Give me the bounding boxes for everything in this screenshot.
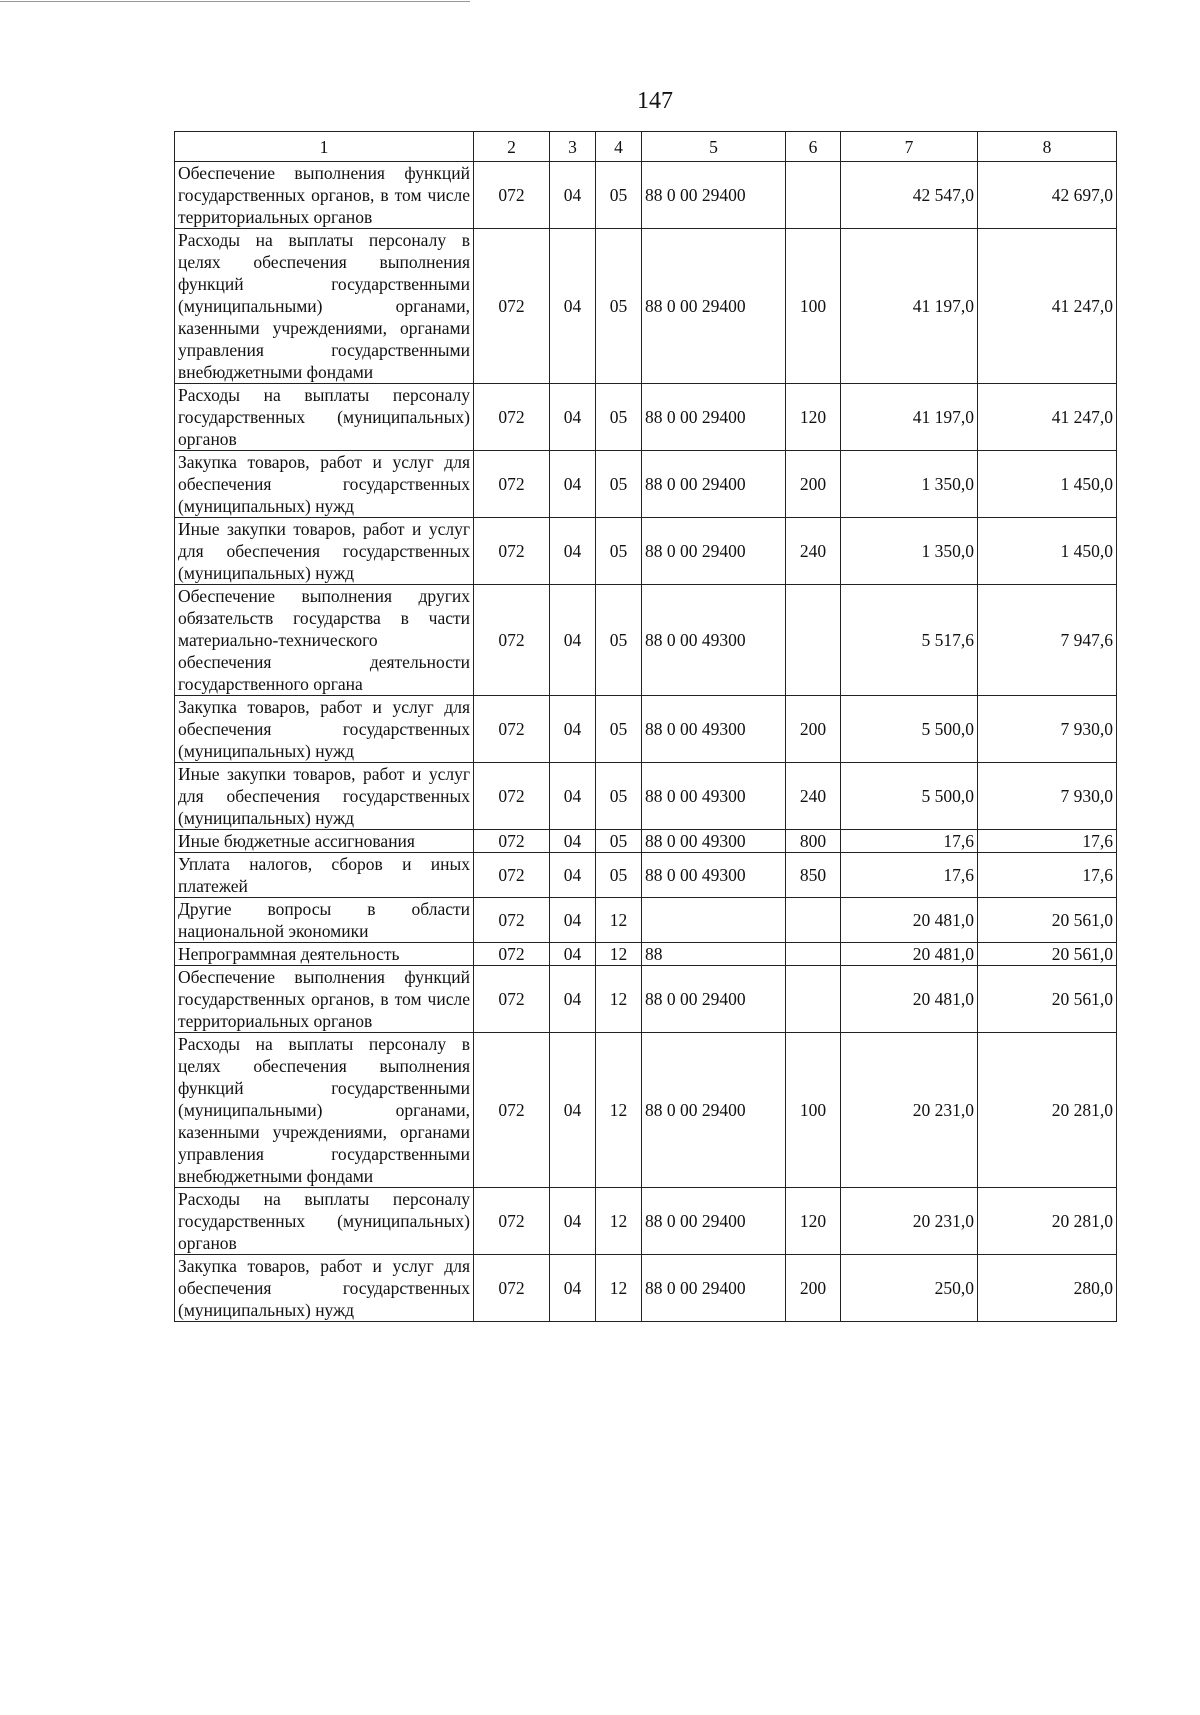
target-article-cell: 88 0 00 29400: [642, 1033, 786, 1188]
target-article-cell: 88 0 00 49300: [642, 830, 786, 853]
table-row: [175, 966, 1117, 1033]
expense-type-cell: 120: [786, 1188, 841, 1255]
row-name-cell: Расходы на выплаты персоналу в целях обеспечения выполнения функций государственными (муниципальными) органами, казенными учреждениями, органами управления государственными внебюджетными фондами: [175, 229, 474, 384]
row-name-cell: Иные бюджетные ассигнования: [175, 830, 474, 853]
target-article-cell: [642, 898, 786, 943]
section-code-cell: 04: [550, 966, 596, 1033]
amount-year1-cell: 20 481,0: [841, 898, 978, 943]
target-article-cell: 88 0 00 29400: [642, 1188, 786, 1255]
subsection-code-cell: 05: [596, 384, 642, 451]
target-article-cell: 88 0 00 49300: [642, 853, 786, 898]
table-row: [175, 585, 1117, 696]
target-article-cell: 88 0 00 29400: [642, 966, 786, 1033]
amount-year1-cell: 1 350,0: [841, 451, 978, 518]
section-code-cell: 04: [550, 162, 596, 229]
subsection-code-cell: 05: [596, 696, 642, 763]
expense-type-cell: 200: [786, 696, 841, 763]
section-code-cell: 04: [550, 585, 596, 696]
amount-year1-cell: 41 197,0: [841, 384, 978, 451]
row-name-cell: Иные закупки товаров, работ и услуг для обеспечения государственных (муниципальных) нужд: [175, 518, 474, 585]
amount-year2-cell: 1 450,0: [978, 451, 1117, 518]
header-cell: 3: [550, 132, 596, 162]
section-code-cell: 04: [550, 763, 596, 830]
section-code-cell: 04: [550, 943, 596, 966]
header-cell: 6: [786, 132, 841, 162]
amount-year1-cell: 20 481,0: [841, 943, 978, 966]
amount-year2-cell: 17,6: [978, 853, 1117, 898]
section-code-cell: 04: [550, 853, 596, 898]
amount-year2-cell: 20 281,0: [978, 1188, 1117, 1255]
expense-type-cell: 100: [786, 1033, 841, 1188]
budget-table: [174, 131, 1117, 1322]
subsection-code-cell: 05: [596, 853, 642, 898]
header-cell: 5: [642, 132, 786, 162]
table-row: [175, 853, 1117, 898]
amount-year2-cell: 20 561,0: [978, 966, 1117, 1033]
section-code-cell: 04: [550, 384, 596, 451]
table-row: [175, 384, 1117, 451]
subsection-code-cell: 12: [596, 1255, 642, 1322]
amount-year2-cell: 20 281,0: [978, 1033, 1117, 1188]
amount-year1-cell: 20 481,0: [841, 966, 978, 1033]
header-cell: 8: [978, 132, 1117, 162]
expense-type-cell: 100: [786, 229, 841, 384]
amount-year2-cell: 20 561,0: [978, 943, 1117, 966]
admin-code-cell: 072: [474, 1188, 550, 1255]
section-code-cell: 04: [550, 830, 596, 853]
header-cell: 7: [841, 132, 978, 162]
subsection-code-cell: 05: [596, 229, 642, 384]
table-row: [175, 1255, 1117, 1322]
subsection-code-cell: 12: [596, 966, 642, 1033]
table-row: [175, 451, 1117, 518]
header-cell: 4: [596, 132, 642, 162]
subsection-code-cell: 12: [596, 1188, 642, 1255]
expense-type-cell: [786, 966, 841, 1033]
expense-type-cell: 850: [786, 853, 841, 898]
amount-year2-cell: 7 947,6: [978, 585, 1117, 696]
row-name-cell: Закупка товаров, работ и услуг для обеспечения государственных (муниципальных) нужд: [175, 1255, 474, 1322]
table-row: [175, 1033, 1117, 1188]
section-code-cell: 04: [550, 518, 596, 585]
expense-type-cell: [786, 162, 841, 229]
target-article-cell: 88 0 00 29400: [642, 229, 786, 384]
amount-year2-cell: 20 561,0: [978, 898, 1117, 943]
section-code-cell: 04: [550, 1188, 596, 1255]
amount-year2-cell: 42 697,0: [978, 162, 1117, 229]
admin-code-cell: 072: [474, 162, 550, 229]
amount-year1-cell: 250,0: [841, 1255, 978, 1322]
section-code-cell: 04: [550, 696, 596, 763]
header-cell: 1: [175, 132, 474, 162]
target-article-cell: 88 0 00 29400: [642, 1255, 786, 1322]
target-article-cell: 88: [642, 943, 786, 966]
section-code-cell: 04: [550, 898, 596, 943]
admin-code-cell: 072: [474, 943, 550, 966]
top-rule: [0, 1, 470, 2]
admin-code-cell: 072: [474, 696, 550, 763]
target-article-cell: 88 0 00 29400: [642, 451, 786, 518]
amount-year1-cell: 5 500,0: [841, 763, 978, 830]
amount-year1-cell: 41 197,0: [841, 229, 978, 384]
row-name-cell: Обеспечение выполнения функций государственных органов, в том числе территориальных органов: [175, 966, 474, 1033]
admin-code-cell: 072: [474, 1255, 550, 1322]
amount-year2-cell: 17,6: [978, 830, 1117, 853]
expense-type-cell: 800: [786, 830, 841, 853]
row-name-cell: Обеспечение выполнения функций государственных органов, в том числе территориальных органов: [175, 162, 474, 229]
subsection-code-cell: 05: [596, 518, 642, 585]
admin-code-cell: 072: [474, 585, 550, 696]
page-number: 147: [637, 88, 673, 114]
amount-year1-cell: 17,6: [841, 853, 978, 898]
expense-type-cell: 200: [786, 1255, 841, 1322]
table-row: [175, 943, 1117, 966]
amount-year1-cell: 5 517,6: [841, 585, 978, 696]
admin-code-cell: 072: [474, 853, 550, 898]
row-name-cell: Расходы на выплаты персоналу в целях обеспечения выполнения функций государственными (муниципальными) органами, казенными учреждениями, органами управления государственными внебюджетными фондами: [175, 1033, 474, 1188]
amount-year1-cell: 17,6: [841, 830, 978, 853]
target-article-cell: 88 0 00 49300: [642, 763, 786, 830]
section-code-cell: 04: [550, 451, 596, 518]
admin-code-cell: 072: [474, 830, 550, 853]
amount-year1-cell: 20 231,0: [841, 1188, 978, 1255]
subsection-code-cell: 12: [596, 898, 642, 943]
admin-code-cell: 072: [474, 451, 550, 518]
amount-year1-cell: 42 547,0: [841, 162, 978, 229]
expense-type-cell: [786, 898, 841, 943]
admin-code-cell: 072: [474, 229, 550, 384]
admin-code-cell: 072: [474, 763, 550, 830]
target-article-cell: 88 0 00 29400: [642, 384, 786, 451]
admin-code-cell: 072: [474, 898, 550, 943]
admin-code-cell: 072: [474, 1033, 550, 1188]
subsection-code-cell: 05: [596, 585, 642, 696]
header-cell: 2: [474, 132, 550, 162]
header-row: [175, 132, 1117, 162]
table-row: [175, 1188, 1117, 1255]
amount-year1-cell: 1 350,0: [841, 518, 978, 585]
target-article-cell: 88 0 00 29400: [642, 162, 786, 229]
section-code-cell: 04: [550, 1255, 596, 1322]
amount-year2-cell: 7 930,0: [978, 763, 1117, 830]
row-name-cell: Обеспечение выполнения других обязательств государства в части материально-технического обеспечения деятельности государственного органа: [175, 585, 474, 696]
row-name-cell: Уплата налогов, сборов и иных платежей: [175, 853, 474, 898]
amount-year2-cell: 7 930,0: [978, 696, 1117, 763]
amount-year1-cell: 20 231,0: [841, 1033, 978, 1188]
subsection-code-cell: 05: [596, 162, 642, 229]
table-row: [175, 763, 1117, 830]
row-name-cell: Иные закупки товаров, работ и услуг для обеспечения государственных (муниципальных) нужд: [175, 763, 474, 830]
subsection-code-cell: 12: [596, 1033, 642, 1188]
table-row: [175, 898, 1117, 943]
target-article-cell: 88 0 00 49300: [642, 696, 786, 763]
amount-year2-cell: 41 247,0: [978, 384, 1117, 451]
expense-type-cell: 240: [786, 518, 841, 585]
expense-type-cell: 120: [786, 384, 841, 451]
subsection-code-cell: 12: [596, 943, 642, 966]
row-name-cell: Закупка товаров, работ и услуг для обеспечения государственных (муниципальных) нужд: [175, 696, 474, 763]
section-code-cell: 04: [550, 229, 596, 384]
amount-year2-cell: 280,0: [978, 1255, 1117, 1322]
subsection-code-cell: 05: [596, 451, 642, 518]
row-name-cell: Закупка товаров, работ и услуг для обеспечения государственных (муниципальных) нужд: [175, 451, 474, 518]
admin-code-cell: 072: [474, 966, 550, 1033]
amount-year1-cell: 5 500,0: [841, 696, 978, 763]
row-name-cell: Расходы на выплаты персоналу государственных (муниципальных) органов: [175, 384, 474, 451]
table-row: [175, 830, 1117, 853]
row-name-cell: Непрограммная деятельность: [175, 943, 474, 966]
table-row: [175, 229, 1117, 384]
subsection-code-cell: 05: [596, 763, 642, 830]
table-row: [175, 162, 1117, 229]
section-code-cell: 04: [550, 1033, 596, 1188]
row-name-cell: Расходы на выплаты персоналу государственных (муниципальных) органов: [175, 1188, 474, 1255]
amount-year2-cell: 1 450,0: [978, 518, 1117, 585]
expense-type-cell: 200: [786, 451, 841, 518]
row-name-cell: Другие вопросы в области национальной экономики: [175, 898, 474, 943]
table-row: [175, 696, 1117, 763]
target-article-cell: 88 0 00 49300: [642, 585, 786, 696]
subsection-code-cell: 05: [596, 830, 642, 853]
target-article-cell: 88 0 00 29400: [642, 518, 786, 585]
expense-type-cell: [786, 585, 841, 696]
table-row: [175, 518, 1117, 585]
expense-type-cell: 240: [786, 763, 841, 830]
admin-code-cell: 072: [474, 518, 550, 585]
amount-year2-cell: 41 247,0: [978, 229, 1117, 384]
expense-type-cell: [786, 943, 841, 966]
admin-code-cell: 072: [474, 384, 550, 451]
